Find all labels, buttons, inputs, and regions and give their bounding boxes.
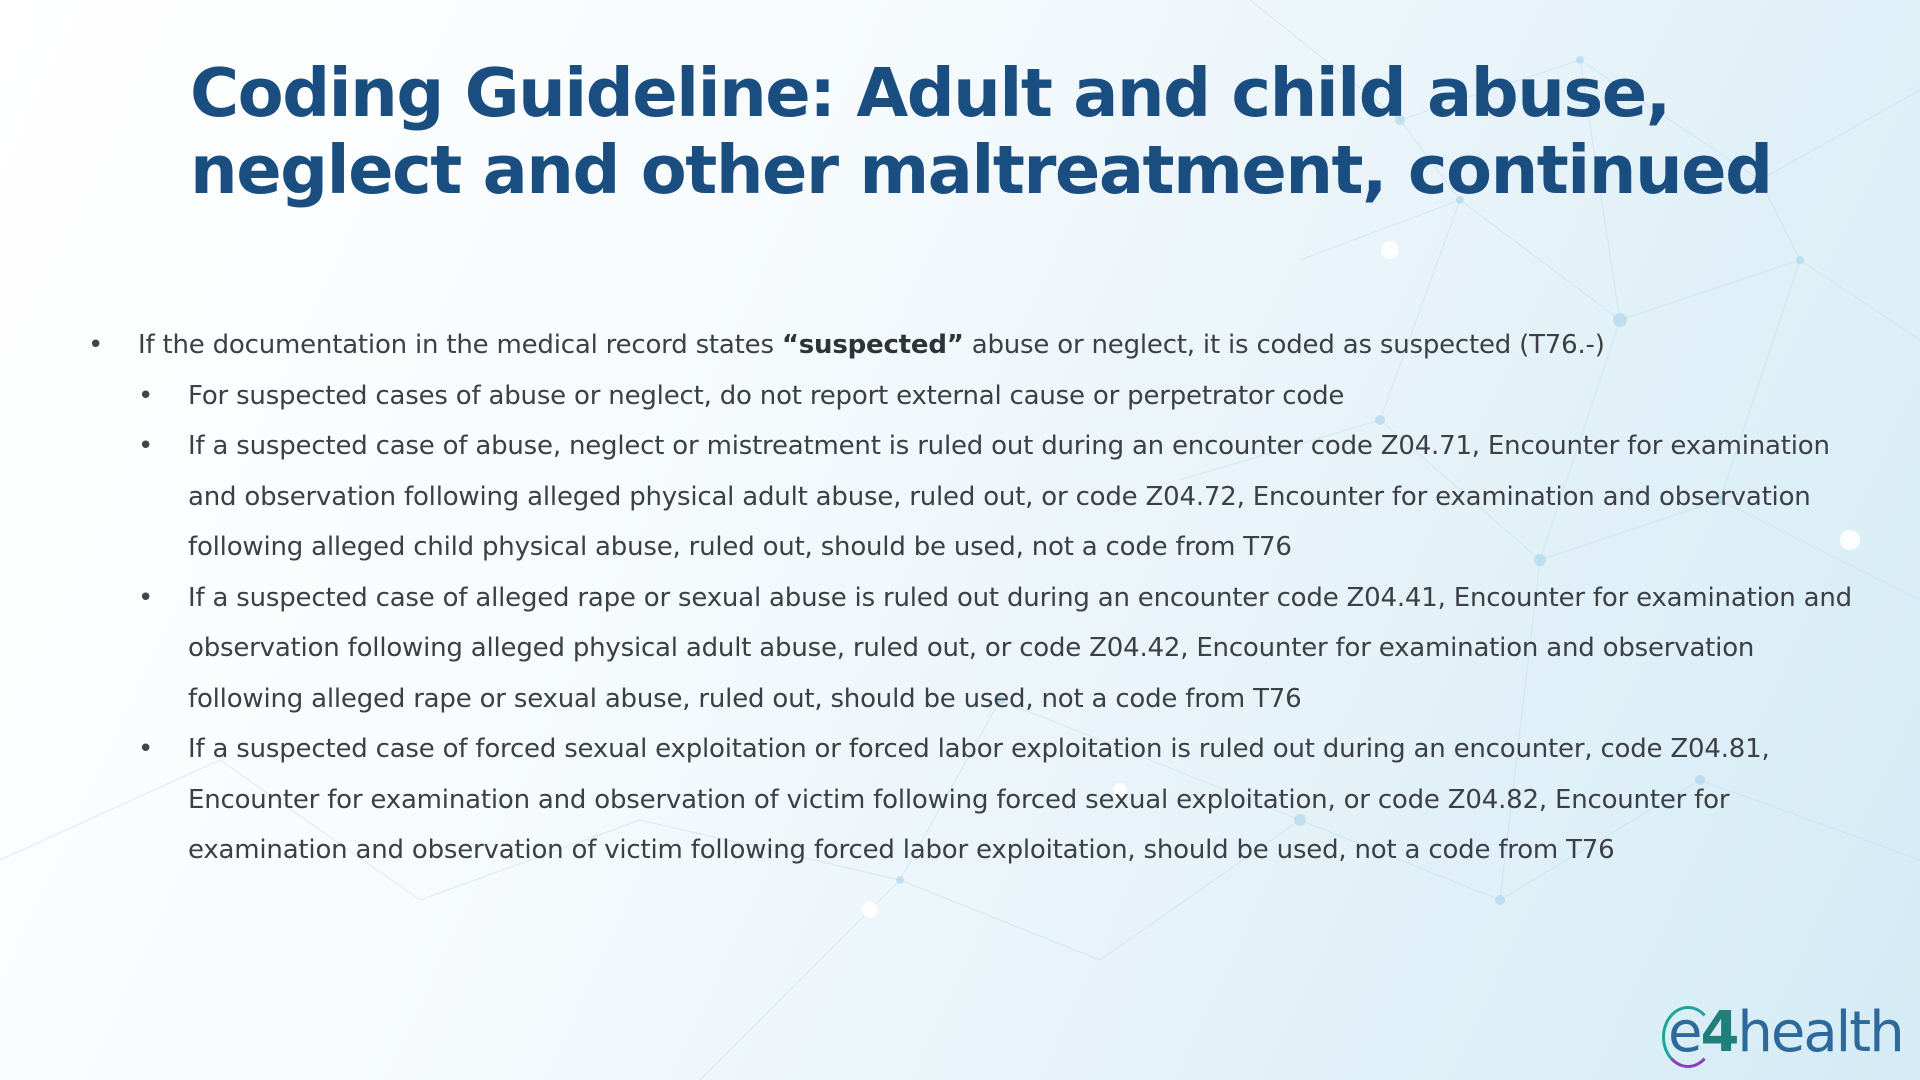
sub-bullet-line: If a suspected case of abuse, neglect or mistreatment is ruled out during an encounter code Z04.71, Encounter for examination <box>188 431 1830 461</box>
sub-bullet-icon: • <box>138 431 154 461</box>
sub-bullet-item <box>88 371 1848 422</box>
bullet-text-emphasis: “suspected” <box>781 330 964 360</box>
logo-prefix: e <box>1668 1000 1701 1065</box>
sub-bullet-line: Encounter for examination and observation of victim following forced sexual exploitation, or code Z04.82, Encounter for <box>188 784 1730 815</box>
bullet-list <box>88 320 1852 876</box>
e4health-logo <box>1668 998 1903 1068</box>
sub-bullet-line: and observation following alleged physical adult abuse, ruled out, or code Z04.72, Encounter for examination and observation <box>188 481 1811 512</box>
sub-bullet-line: If a suspected case of forced sexual exploitation or forced labor exploitation is ruled out during an encounter, code Z04.81, <box>188 734 1770 764</box>
sub-bullet-line: following alleged rape or sexual abuse, ruled out, should be used, not a code from T76 <box>188 683 1302 714</box>
slide-title-line-2: neglect and other maltreatment, continued <box>190 131 1772 209</box>
sub-bullet-item <box>88 421 1848 573</box>
bullet-text <box>138 320 1848 371</box>
sub-bullet-item <box>88 724 1848 876</box>
slide-title-line-1: Coding Guideline: Adult and child abuse, <box>190 54 1670 132</box>
slide-title <box>190 54 1772 209</box>
sub-bullet-icon: • <box>138 582 154 613</box>
sub-bullet-item <box>88 573 1852 725</box>
logo-digit: 4 <box>1700 1000 1738 1065</box>
bullet-text-prefix: If the documentation in the medical record states <box>138 330 782 360</box>
sub-bullet-line: For suspected cases of abuse or neglect, do not report external cause or perpetrator code <box>188 380 1345 411</box>
sub-bullet-icon: • <box>138 734 154 764</box>
bullet-icon: • <box>88 330 104 360</box>
sub-bullet-line: observation following alleged physical adult abuse, ruled out, or code Z04.42, Encounter for examination and observation <box>188 633 1755 663</box>
sub-bullet-line: If a suspected case of alleged rape or sexual abuse is ruled out during an encounter code Z04.41, Encounter for examination and <box>188 582 1852 613</box>
bullet-text-suffix: abuse or neglect, it is coded as suspected (T76.-) <box>963 330 1605 360</box>
sub-bullet-line: examination and observation of victim following forced labor exploitation, should be used, not a code from T76 <box>188 835 1615 865</box>
sub-bullet-icon: • <box>138 380 154 411</box>
logo-suffix: health <box>1737 1000 1903 1065</box>
logo-ring-icon <box>1662 1006 1714 1068</box>
sub-bullet-line: following alleged child physical abuse, ruled out, should be used, not a code from T76 <box>188 532 1292 562</box>
bullet-item-suspected <box>88 320 1848 371</box>
